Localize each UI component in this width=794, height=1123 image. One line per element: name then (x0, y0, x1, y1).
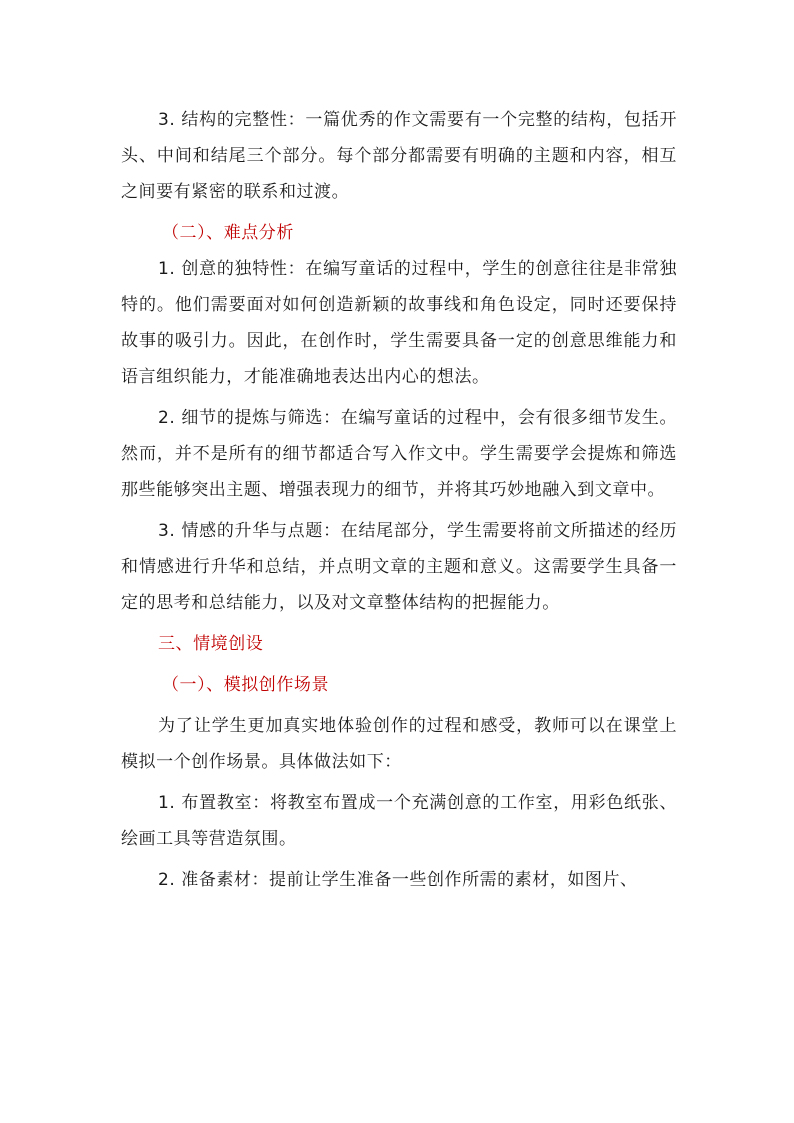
paragraph-structure-completeness: 3. 结构的完整性：一篇优秀的作文需要有一个完整的结构，包括开头、中间和结尾三个部分。每个部分都需要有明确的主题和内容，相互之间要有紧密的联系和过渡。 (121, 110, 677, 202)
section-heading-difficulty-analysis: （二）、难点分析 (162, 223, 294, 243)
document-body (121, 102, 677, 898)
paragraph-arrange-classroom: 1. 布置教室：将教室布置成一个充满创意的工作室，用彩色纸张、绘画工具等营造氛围。 (121, 793, 677, 849)
paragraph-emotional-elevation: 3. 情感的升华与点题：在结尾部分，学生需要将前文所描述的经历和情感进行升华和总结，并点明文章的主题和意义。这需要学生具备一定的思考和总结能力，以及对文章整体结构的把握能力。 (121, 521, 677, 613)
paragraph-detail-refinement: 2. 细节的提炼与筛选：在编写童话的过程中，会有很多细节发生。然而，并不是所有的细节都适合写入作文中。学生需要学会提炼和筛选那些能够突出主题、增强表现力的细节，并将其巧妙地融入到文章中。 (121, 408, 677, 500)
paragraph-prepare-materials: 2. 准备素材：提前让学生准备一些创作所需的素材，如图片、 (158, 870, 638, 890)
paragraph-creative-uniqueness: 1. 创意的独特性：在编写童话的过程中，学生的创意往往是非常独特的。他们需要面对如何创造新颖的故事线和角色设定，同时还要保持故事的吸引力。因此，在创作时，学生需要具备一定的创意思维能力和语言组织能力，才能准确地表达出内心的想法。 (121, 259, 677, 387)
section-heading-simulated-scene: （一）、模拟创作场景 (162, 675, 329, 695)
section-heading-scenario-setup: 三、情境创设 (158, 634, 264, 654)
paragraph-scene-intro: 为了让学生更加真实地体验创作的过程和感受，教师可以在课堂上模拟一个创作场景。具体做法如下： (121, 716, 677, 772)
